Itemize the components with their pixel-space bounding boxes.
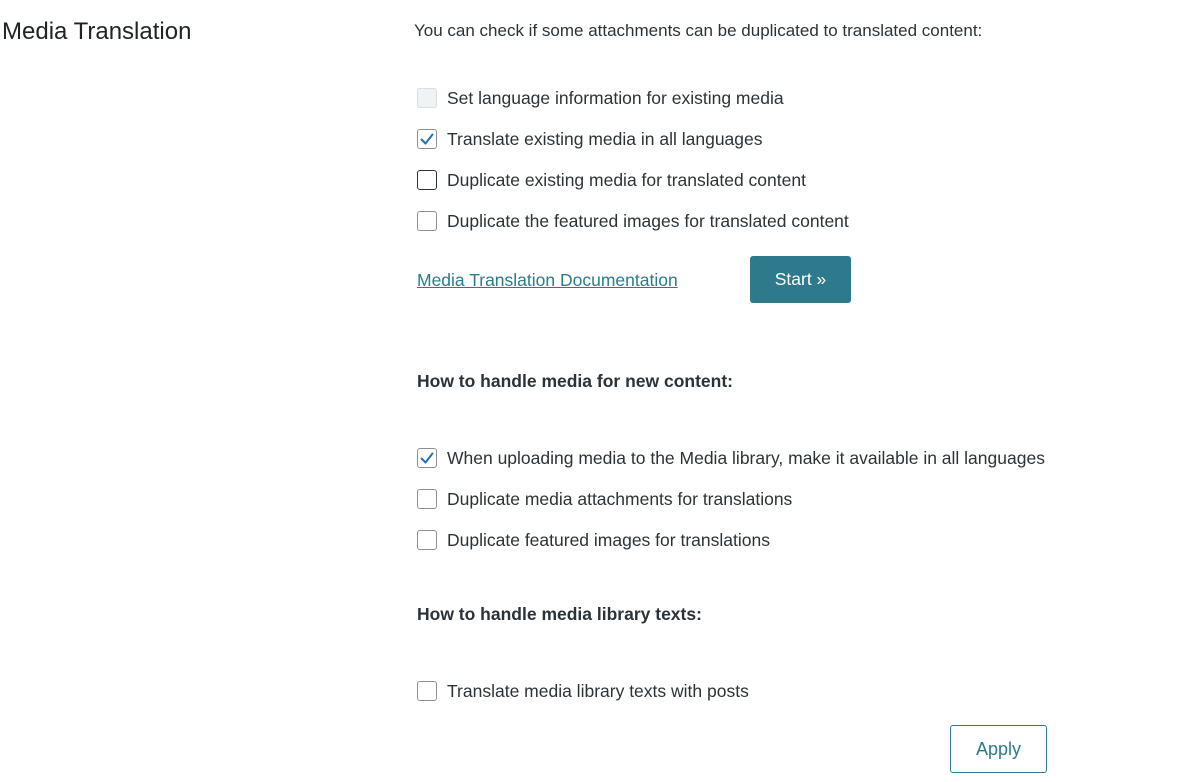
apply-button[interactable]: Apply [950,725,1047,773]
checkbox-duplicate-media-attachments[interactable] [417,489,437,509]
option-translate-existing-media[interactable] [417,128,763,150]
checkbox-set-language-info[interactable] [417,88,437,108]
option-duplicate-media-attachments[interactable] [417,488,792,510]
option-label: Duplicate the featured images for translated content [447,210,849,231]
checkbox-available-all-languages[interactable] [417,448,437,468]
option-duplicate-existing-media[interactable] [417,169,806,191]
checkbox-duplicate-existing-media[interactable] [417,170,437,190]
option-set-language-info[interactable] [417,87,784,109]
section-title: Media Translation [2,18,192,45]
option-translate-library-texts[interactable] [417,680,749,702]
option-available-all-languages[interactable] [417,447,1045,469]
option-label: Duplicate existing media for translated content [447,169,806,190]
intro-text: You can check if some attachments can be duplicated to translated content: [414,21,983,40]
option-label: Duplicate media attachments for translations [447,488,793,509]
checkmark-icon [418,449,436,467]
library-texts-heading: How to handle media library texts: [417,604,702,624]
checkmark-icon [418,130,436,148]
documentation-link[interactable]: Media Translation Documentation [417,270,678,290]
checkbox-translate-existing-media[interactable] [417,129,437,149]
checkbox-duplicate-featured-for-translations[interactable] [417,530,437,550]
option-label: Set language information for existing media [447,87,784,108]
start-button[interactable]: Start » [750,256,851,303]
option-duplicate-featured-images[interactable] [417,210,849,232]
checkbox-translate-library-texts[interactable] [417,681,437,701]
option-duplicate-featured-for-translations[interactable] [417,529,770,551]
option-label: Translate existing media in all languages [447,128,763,149]
option-label: Translate media library texts with posts [447,680,749,701]
option-label: Duplicate featured images for translations [447,529,770,550]
new-content-heading: How to handle media for new content: [417,371,733,391]
checkbox-duplicate-featured-images[interactable] [417,211,437,231]
option-label: When uploading media to the Media library, make it available in all languages [447,447,1045,468]
